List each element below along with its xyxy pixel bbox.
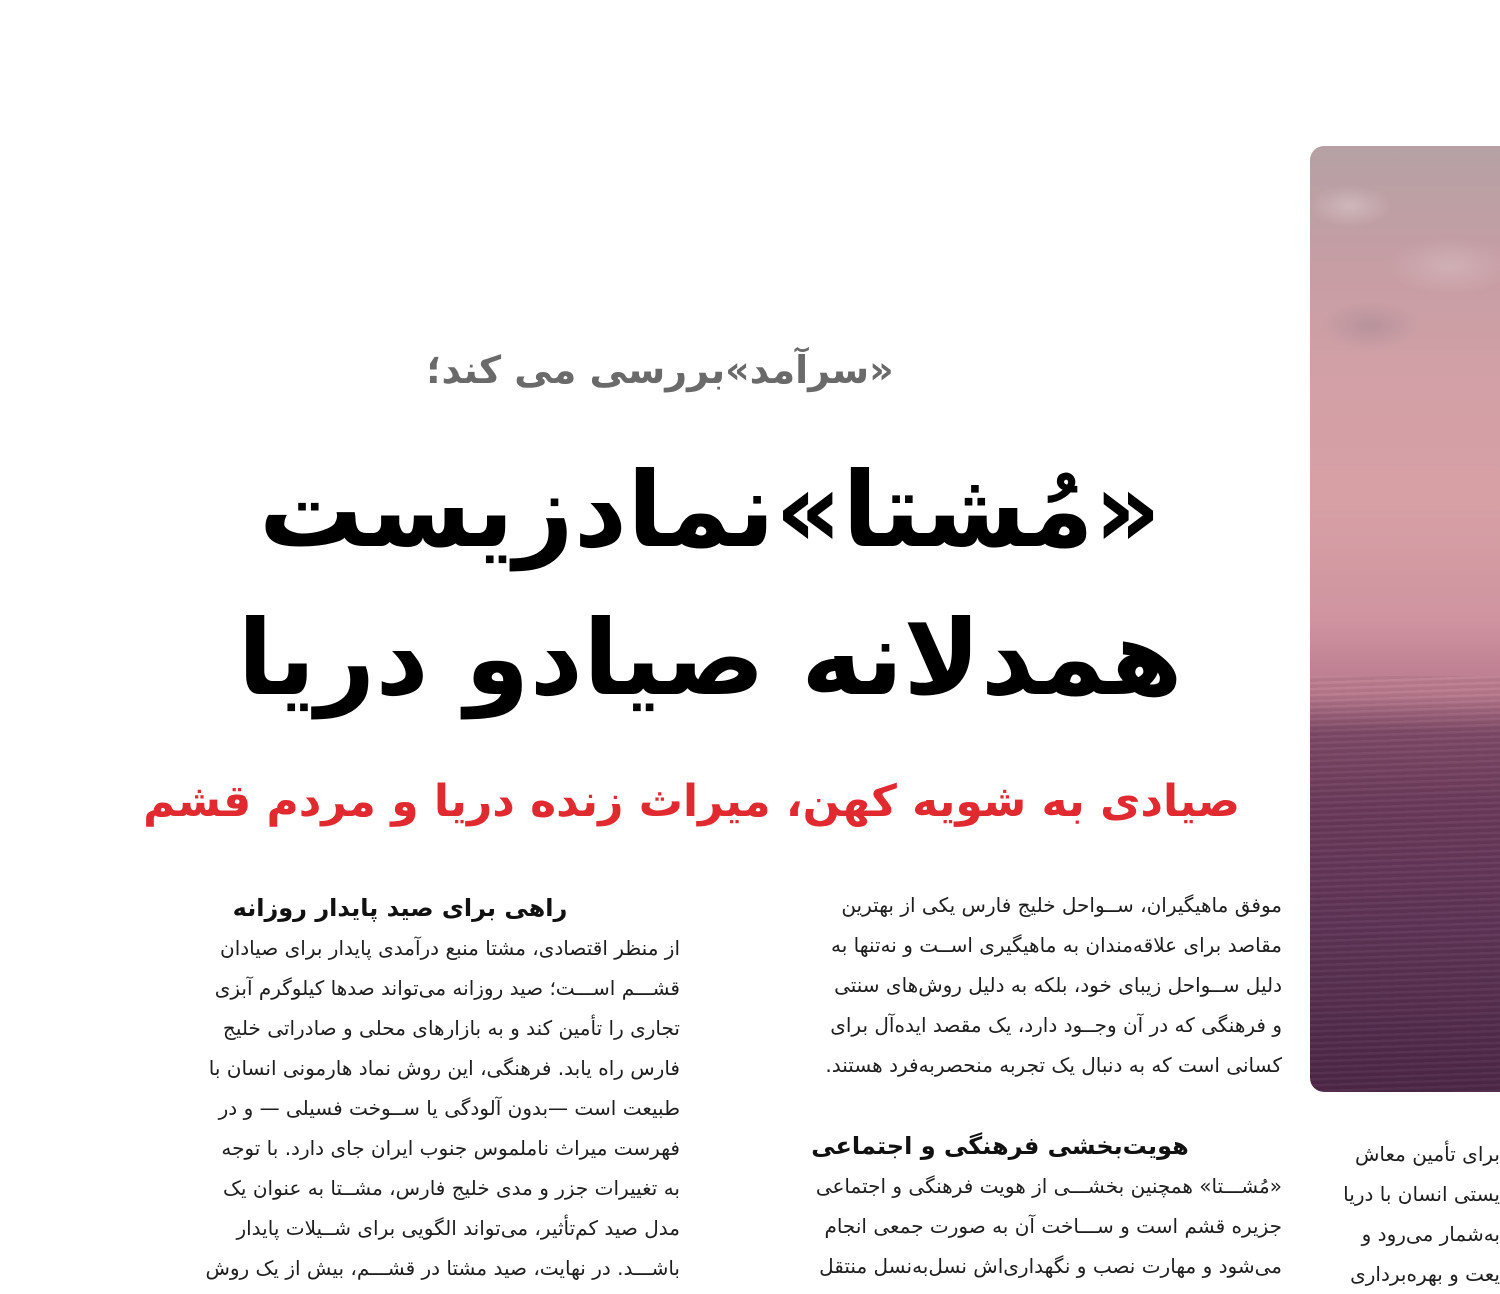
paragraph-line: دلیل ســواحل زیبای خود، بلکه به دلیل روش‌های سنتی [834,973,1282,997]
section-title-sustainable-fishing: راهی برای صید پایدار روزانه [232,894,568,922]
paragraph-line: مقاصد برای علاقه‌مندان به ماهیگیری اســت و نه‌تنها به [831,933,1282,957]
paragraph-line: طبیعت است —بدون آلودگی یا ســوخت فسیلی — و در [218,1096,680,1120]
paragraph-line: می‌شود و مهارت نصب و نگهداری‌اش نسل‌به‌نسل منتقل [819,1254,1282,1278]
article-kicker: «سرآمد»بررسی می کند؛ [426,348,894,392]
paragraph-line: به‌شمار می‌رود و [1361,1222,1500,1246]
paragraph-line: و فرهنگی که در آن وجــود دارد، یک مقصد ایده‌آل برای [830,1013,1282,1037]
paragraph-line: «مُشـــتا» همچنین بخشـــی از هویت فرهنگی و اجتماعی [815,1174,1282,1198]
paragraph-line: باشـــد. در نهایت، صید مشتا در قشـــم، بیش از یک روش [205,1256,680,1280]
paragraph-line: یعت و بهره‌برداری [1350,1262,1500,1286]
paragraph-line: قشـــم اســـت؛ صید روزانه می‌تواند صدها کیلوگرم آبزی [214,976,680,1000]
paragraph-line: از منظر اقتصادی، مشتا منبع درآمدی پایدار برای صیادان [220,936,680,960]
middle-column-text-bottom [720,1166,1282,1286]
paragraph-line: برای تأمین معاش [1354,1142,1500,1166]
photo-clouds [1310,146,1500,386]
paragraph-line: تجاری را تأمین کند و به بازارهای محلی و صادراتی خلیج [222,1016,680,1040]
section-title-cultural-identity: هویت‌بخشی فرهنگی و اجتماعی [811,1132,1189,1160]
paragraph-line: فارس راه یابد. فرهنگی، این روش نماد هارمونی انسان با [208,1056,680,1080]
paragraph-line: به تغییرات جزر و مدی خلیج فارس، مشــتا به عنوان یک [223,1176,680,1200]
right-column-text [1326,1134,1500,1294]
paragraph-line: یستی انسان با دریا [1343,1182,1500,1206]
article-photo-sea-sunset [1310,146,1500,1092]
photo-sea [1310,676,1500,1092]
paragraph-line: موفق ماهیگیران، ســواحل خلیج فارس یکی از بهترین [841,893,1282,917]
left-column-text [120,928,680,1288]
headline-line-2: همدلانه صیادو دریا [237,597,1183,719]
paragraph-line: مدل صید کم‌تأثیر، می‌تواند الگویی برای شــیلات پایدار [236,1216,680,1240]
article-subhead: صیادی به شویه کهن، میراث زنده دریا و مردم قشم [143,776,1240,827]
paragraph-line: کسانی است که به دنبال یک تجربه منحصربه‌فرد هستند. [825,1053,1282,1077]
paragraph-line: فهرست میراث ناملموس جنوب ایران جای دارد. با توجه [221,1136,680,1160]
headline-line-1: «مُشتا»نمادزیست [258,449,1162,571]
middle-column-text-top [720,885,1282,1085]
paragraph-line: جزیره قشم است و ســـاخت آن به صورت جمعی انجام [824,1214,1282,1238]
